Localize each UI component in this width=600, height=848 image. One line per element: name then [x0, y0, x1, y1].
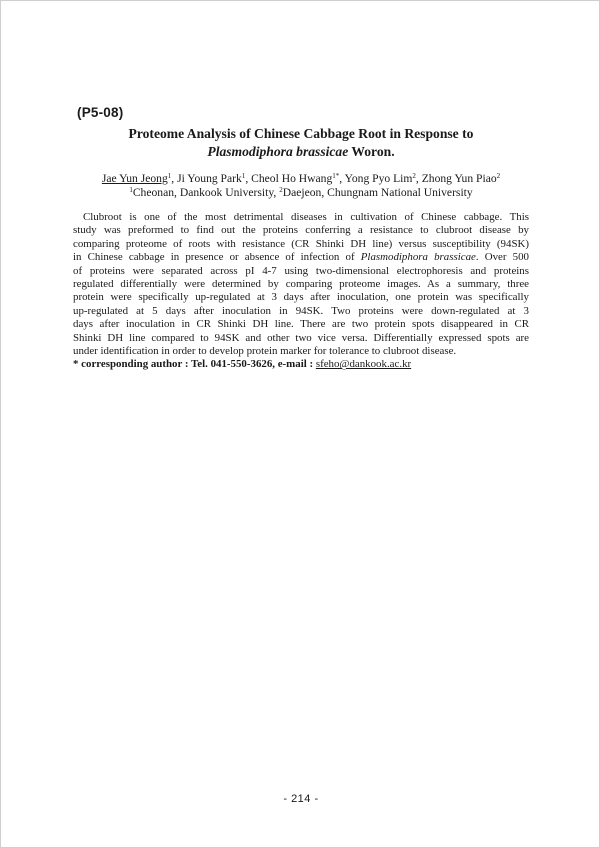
author-name: Jae Yun Jeong [101, 172, 168, 185]
abstract-line: days after inoculation in CR Shinki DH line. There are two protein spots disappeared in CR [73, 318, 529, 331]
abstract-line: up-regulated at 5 days after inoculation in 94SK. Two proteins were down-regulated at 3 [73, 304, 529, 317]
author-name: Ji Young Park [177, 172, 242, 185]
author-affiliation-mark: 1 [241, 172, 246, 180]
abstract-line: study was preformed to find out the proteins conferring a resistance to clubroot disease by [73, 224, 529, 237]
author-affiliation-mark: 2 [496, 172, 501, 180]
author-separator: , [339, 172, 345, 185]
abstract-line: regulated differentially were determined by comparing proteome images. As a summary, three [73, 278, 529, 291]
abstract-line: Shinki DH line compared to 94SK and other two vice versa. Differentially expressed spots are [73, 331, 529, 344]
abstract-line: Clubroot is one of the most detrimental diseases in cultivation of Chinese cabbage. This [83, 211, 529, 223]
abstract-line-text: in Chinese cabbage in presence or absence of infection of [73, 251, 355, 264]
abstract-line-rest: . Over 500 [475, 251, 529, 264]
author-affiliation-mark: 1* [332, 172, 340, 180]
affiliation-mark: 2 [279, 186, 283, 194]
author-separator: , [171, 172, 178, 185]
corresponding-author [73, 358, 529, 371]
affiliation-list [77, 186, 525, 199]
author [251, 172, 345, 185]
author-name: Zhong Yun Piao [421, 172, 497, 185]
author-affiliation-mark: 1 [167, 172, 172, 180]
author-name: Cheol Ho Hwang [251, 172, 333, 185]
abstract-line: comparing proteome of roots with resistance (CR Shinki DH line) versus susceptibility (94SK) [73, 237, 529, 250]
affiliation: Cheonan, Dankook University, [132, 186, 280, 199]
email-link[interactable]: sfeho@dankook.ac.kr [315, 358, 412, 371]
author-separator: , [245, 172, 252, 185]
page-number: - 214 - [283, 793, 319, 805]
author [345, 172, 422, 185]
abstract-line: of proteins were separated across pI 4-7 using two-dimensional electrophoresis and proteins [73, 264, 529, 277]
paper-title-line-1: Proteome Analysis of Chinese Cabbage Root in Response to [128, 126, 474, 141]
author-affiliation-mark: 2 [412, 172, 416, 180]
author-name: Yong Pyo Lim [344, 172, 413, 185]
abstract-line-with-species [73, 251, 529, 264]
abstract-line: protein were specifically up-regulated at 3 days after inoculation, one protein was specifically [73, 291, 529, 304]
abstract-line: under identification in order to develop protein marker for tolerance to clubroot disease. [73, 345, 457, 358]
abstract [73, 211, 529, 372]
author [177, 172, 251, 185]
paper-code: (P5-08) [77, 105, 124, 120]
author [422, 172, 500, 185]
corresponding-author-label: * corresponding author : Tel. 041-550-3626, e-mail : [73, 358, 316, 371]
author-separator: , [415, 172, 422, 185]
author-list [77, 172, 525, 185]
author [102, 172, 177, 185]
affiliation-mark: 1 [129, 186, 133, 194]
abstract-species-name: Plasmodiphora brassicae [360, 251, 476, 264]
paper-title-line-2 [77, 144, 525, 160]
title-species-name: Plasmodiphora brassicae [207, 144, 349, 159]
title-line-2-rest: Woron. [348, 144, 395, 159]
affiliation: Daejeon, Chungnam National University [282, 186, 473, 199]
